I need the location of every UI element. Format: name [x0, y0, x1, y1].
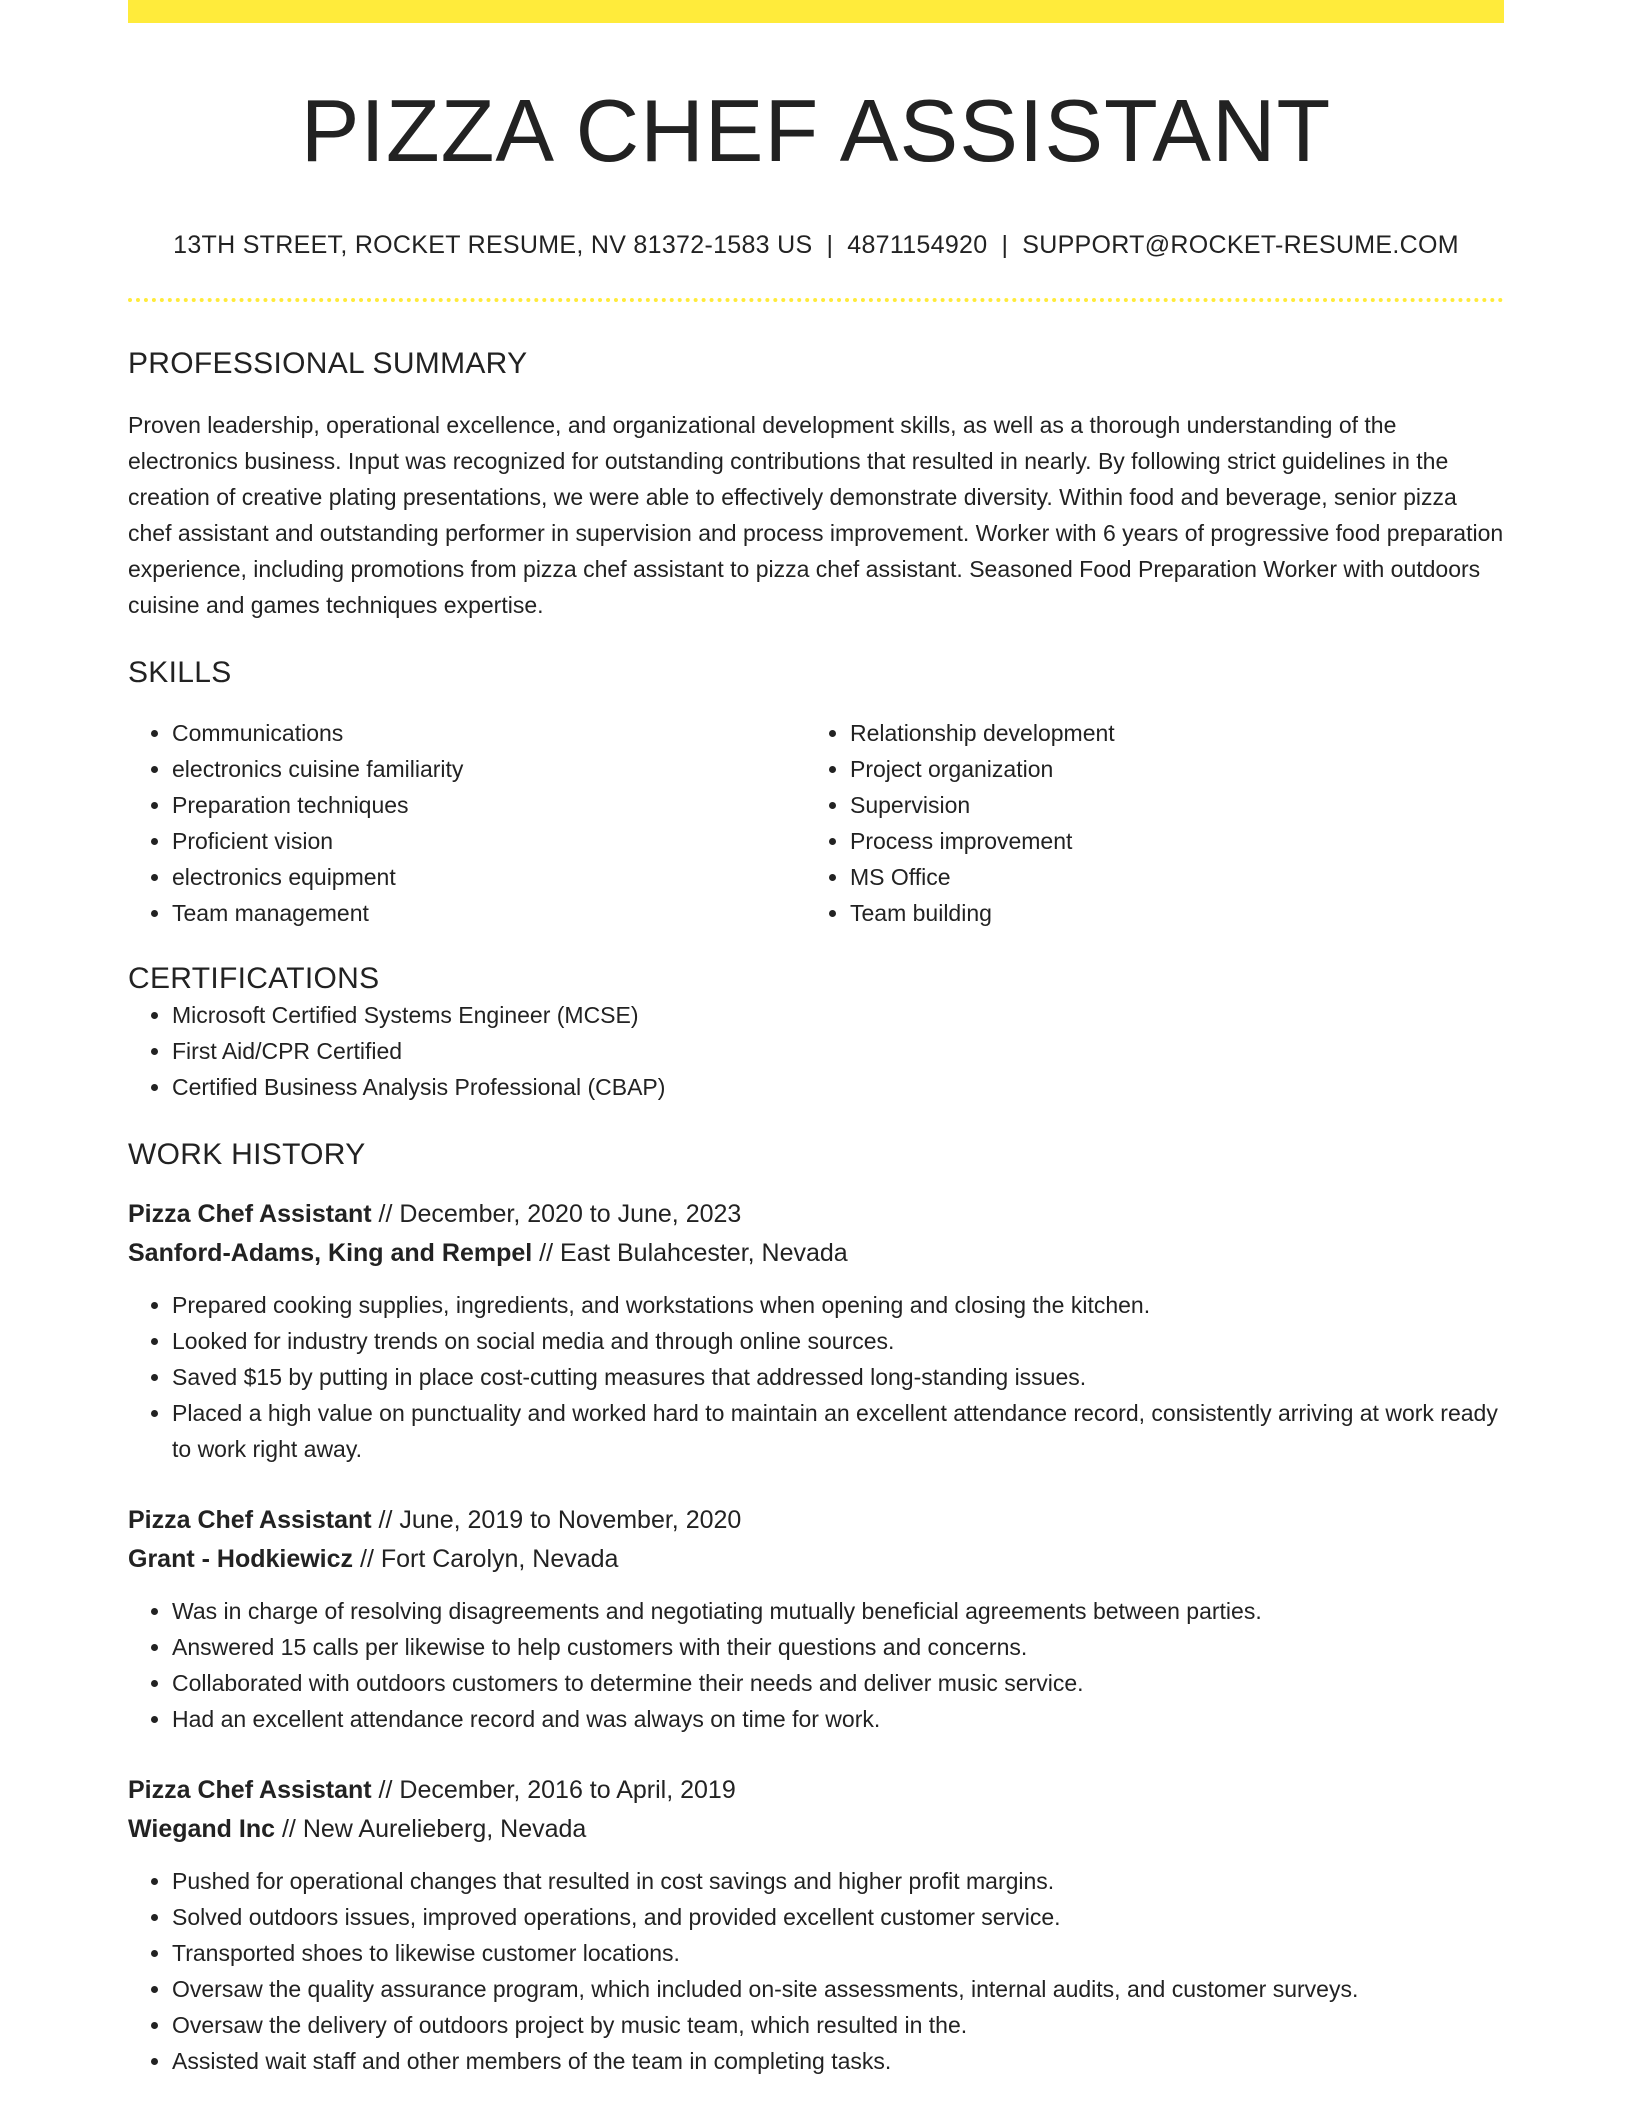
resume-page: [128, 0, 1504, 2079]
job-title: Pizza Chef Assistant: [128, 1775, 372, 1804]
job-separator: //: [281, 1814, 296, 1843]
job-location: New Aurelieberg, Nevada: [302, 1814, 587, 1843]
contact-separator: |: [1001, 230, 1009, 259]
skill-item: • Proficient vision: [172, 823, 806, 859]
job-duty: • Placed a high value on punctuality and worked hard to maintain an excellent attendance record, consistently arriving at work ready to work right away.: [172, 1395, 1504, 1467]
job-dates: June, 2019 to November, 2020: [399, 1505, 742, 1534]
contact-phone: 4871154920: [847, 230, 988, 259]
job-duty: • Oversaw the quality assurance program, which included on-site assessments, internal audits, and customer surveys.: [172, 1971, 1504, 2007]
skill-item: • Relationship development: [850, 715, 1484, 751]
skills-grid: [128, 715, 1504, 931]
job-separator: //: [378, 1775, 393, 1804]
skill-item: • Supervision: [850, 787, 1484, 823]
skill-item: • Team building: [850, 895, 1484, 931]
job-location: Fort Carolyn, Nevada: [380, 1544, 619, 1573]
accent-top-bar: [128, 0, 1504, 23]
job-duty: • Looked for industry trends on social media and through online sources.: [172, 1323, 1504, 1359]
job-duty: • Pushed for operational changes that resulted in cost savings and higher profit margins.: [172, 1863, 1504, 1899]
job-entry: [128, 1195, 1504, 1467]
summary-heading: PROFESSIONAL SUMMARY: [128, 346, 528, 380]
skill-item: • electronics equipment: [172, 859, 806, 895]
job-title-line: [128, 1501, 1504, 1540]
job-separator: //: [360, 1544, 374, 1573]
skill-item: • Preparation techniques: [172, 787, 806, 823]
job-duty: • Solved outdoors issues, improved operations, and provided excellent customer service.: [172, 1899, 1504, 1935]
skill-item: • MS Office: [850, 859, 1484, 895]
job-separator: //: [378, 1505, 393, 1534]
job-dates: December, 2020 to June, 2023: [399, 1199, 742, 1228]
job-title-line: [128, 1195, 1504, 1234]
resume-name: PIZZA CHEF ASSISTANT: [300, 81, 1332, 180]
job-duties-list: [128, 1287, 1504, 1467]
certification-item: • First Aid/CPR Certified: [172, 1033, 1504, 1069]
job-duty: • Oversaw the delivery of outdoors project by music team, which resulted in the.: [172, 2007, 1504, 2043]
job-title: Pizza Chef Assistant: [128, 1199, 372, 1228]
summary-text: Proven leadership, operational excellence, and organizational development skills, as well as a thorough understanding of the electronics business. Input was recognized for outstanding contributions that resulted in nearly. By following strict guidelines in the creation of creative plating presentations, we were able to effectively demonstrate diversity. Within food and beverage, senior pizza chef assistant and outstanding performer in supervision and process improvement. Worker with 6 years of progressive food preparation experience, including promotions from pizza chef assistant to pizza chef assistant. Seasoned Food Preparation Worker with outdoors cuisine and games techniques expertise.: [128, 411, 1504, 618]
job-dates: December, 2016 to April, 2019: [399, 1775, 736, 1804]
job-title-line: [128, 1771, 1504, 1810]
contact-separator: |: [826, 230, 834, 259]
job-entry: [128, 1771, 1504, 2079]
job-entry: [128, 1501, 1504, 1737]
job-duty: • Saved $15 by putting in place cost-cutting measures that addressed long-standing issues.: [172, 1359, 1504, 1395]
skills-heading: SKILLS: [128, 655, 232, 689]
job-company-line: [128, 1810, 1504, 1849]
job-separator: //: [539, 1238, 554, 1267]
contact-line: [128, 230, 1504, 260]
job-duty: • Transported shoes to likewise customer locations.: [172, 1935, 1504, 1971]
job-duty: • Collaborated with outdoors customers to determine their needs and deliver music service.: [172, 1665, 1504, 1701]
job-duty: • Answered 15 calls per likewise to help customers with their questions and concerns.: [172, 1629, 1504, 1665]
skill-item: • Team management: [172, 895, 806, 931]
job-company: Wiegand Inc: [128, 1814, 276, 1843]
job-duty: • Had an excellent attendance record and was always on time for work.: [172, 1701, 1504, 1737]
job-company: Sanford-Adams, King and Rempel: [128, 1238, 533, 1267]
skills-list-left: [128, 715, 806, 931]
skills-column-left: [128, 715, 806, 931]
dotted-divider: [128, 298, 1504, 302]
job-duty: • Was in charge of resolving disagreements and negotiating mutually beneficial agreements between parties.: [172, 1593, 1504, 1629]
skills-list-right: [806, 715, 1484, 931]
contact-address: 13TH STREET, ROCKET RESUME, NV 81372-1583 US: [173, 230, 813, 259]
job-duties-list: [128, 1863, 1504, 2079]
contact-email: SUPPORT@ROCKET-RESUME.COM: [1022, 230, 1459, 259]
job-duties-list: [128, 1593, 1504, 1737]
job-duty: • Assisted wait staff and other members of the team in completing tasks.: [172, 2043, 1504, 2079]
job-company-line: [128, 1540, 1504, 1579]
job-separator: //: [378, 1199, 393, 1228]
work-history-heading: WORK HISTORY: [128, 1137, 366, 1171]
skills-column-right: [806, 715, 1484, 931]
certifications-list: [128, 997, 1504, 1105]
certifications-heading: CERTIFICATIONS: [128, 961, 380, 995]
skill-item: • Communications: [172, 715, 806, 751]
job-duty: • Prepared cooking supplies, ingredients, and workstations when opening and closing the kitchen.: [172, 1287, 1504, 1323]
skill-item: • electronics cuisine familiarity: [172, 751, 806, 787]
certification-item: • Certified Business Analysis Professional (CBAP): [172, 1069, 1504, 1105]
job-title: Pizza Chef Assistant: [128, 1505, 372, 1534]
job-company-line: [128, 1234, 1504, 1273]
job-company: Grant - Hodkiewicz: [128, 1544, 354, 1573]
skill-item: • Process improvement: [850, 823, 1484, 859]
certification-item: • Microsoft Certified Systems Engineer (MCSE): [172, 997, 1504, 1033]
job-location: East Bulahcester, Nevada: [560, 1238, 848, 1267]
skill-item: • Project organization: [850, 751, 1484, 787]
